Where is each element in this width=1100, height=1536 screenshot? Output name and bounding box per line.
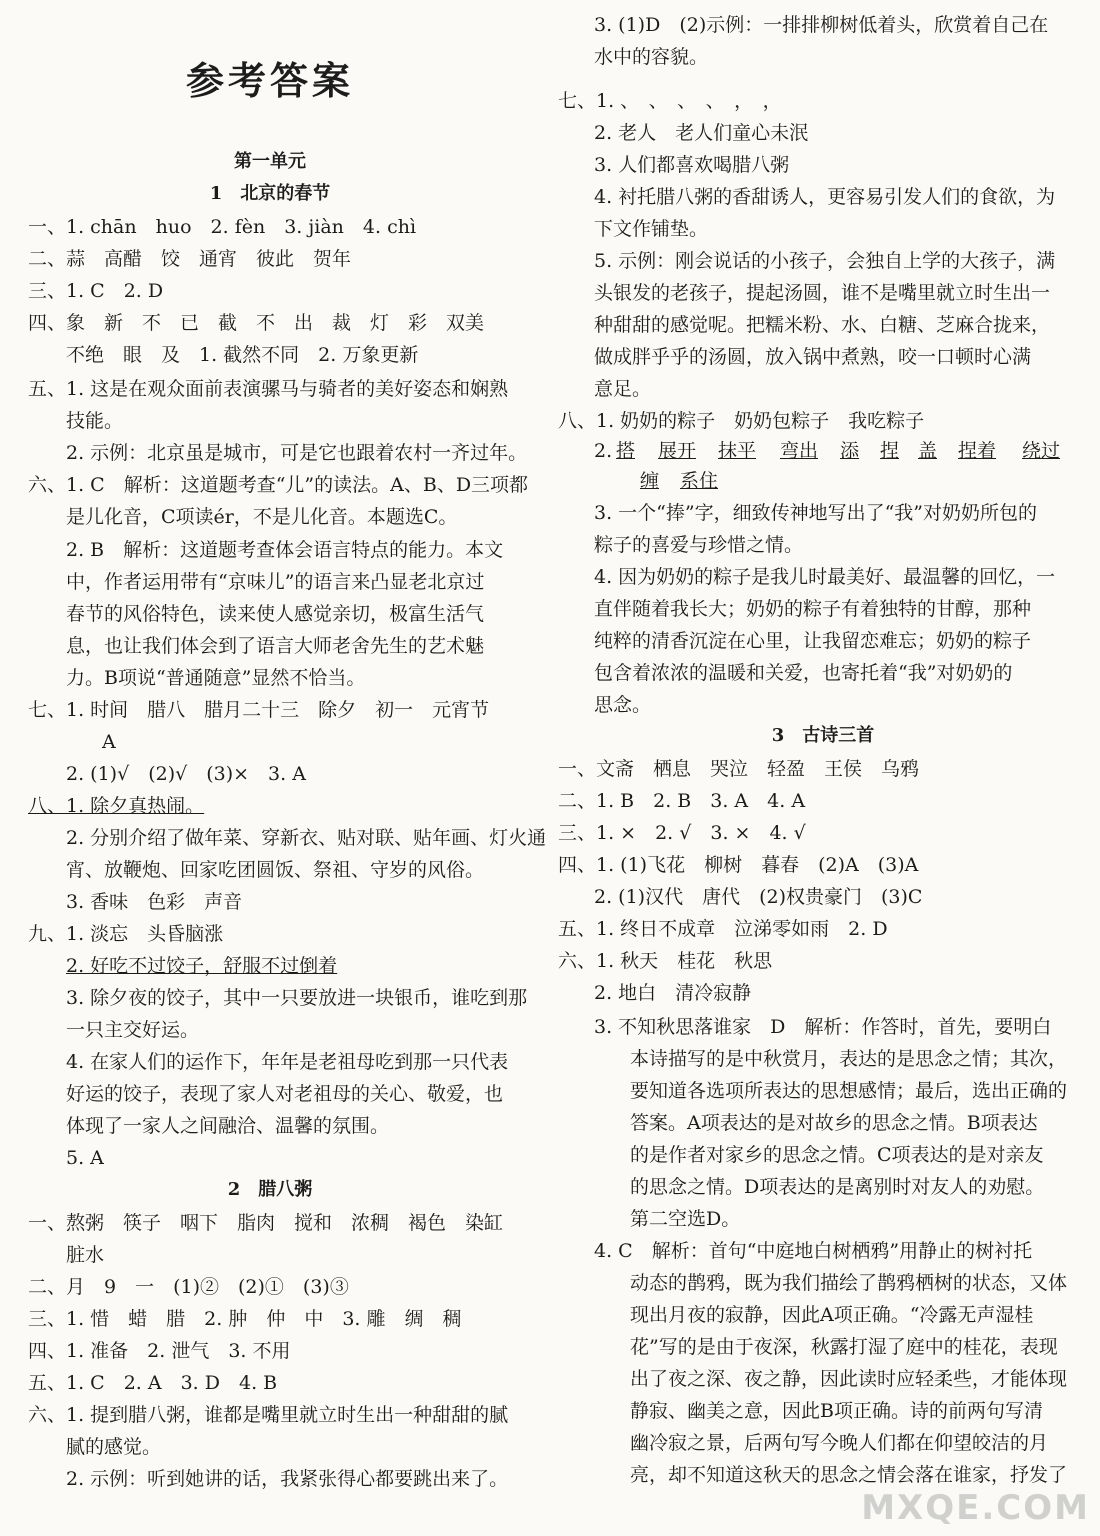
answer-line: 本诗描写的是中秋赏月，表达的是思念之情；其次， [630,1048,1068,1070]
answer-line: 八、1. 奶奶的粽子 奶奶包粽子 我吃粽子 [558,410,925,432]
answer-line: 2. B 解析：这道题考查体会语言特点的能力。本文 [66,539,504,561]
answer-line: 纯粹的清香沉淀在心里，让我留恋难忘；奶奶的粽子 [594,630,1032,652]
answer-line: 二、蒜 高醋 饺 通宵 彼此 贺年 [28,248,352,270]
underlined-verb: 绕过 [1022,440,1061,462]
answer-line: 3. 香味 色彩 声音 [66,891,243,913]
answer-line: 3. 一个“捧”字，细致传神地写出了“我”对奶奶所包的 [594,502,1038,524]
answer-line: 5. 示例：刚会说话的小孩子，会独自上学的大孩子，满 [594,250,1056,272]
answer-line: 4. 在家人们的运作下，年年是老祖母吃到那一只代表 [66,1051,509,1073]
answer-line: 二、1. B 2. B 3. A 4. A [558,790,806,812]
answer-line: 2. 地白 清冷寂静 [594,982,752,1004]
answer-line: 一、熬粥 筷子 咽下 脂肉 搅和 浓稠 褐色 染缸 [28,1212,504,1234]
underlined-verb: 系住 [680,470,719,492]
lesson-heading: 1 北京的春节 [209,183,331,204]
underlined-verb: 捏 [880,440,900,462]
underlined-verb: 盖 [918,440,938,462]
answer-line: 粽子的喜爱与珍惜之情。 [594,534,804,556]
answer-line: 2. 好吃不过饺子，舒服不过倒着 [66,955,338,977]
underlined-verb: 捏着 [958,440,997,462]
lesson-heading: 2 腊八粥 [227,1179,313,1200]
answer-line: 宵、放鞭炮、回家吃团圆饭、祭祖、守岁的风俗。 [66,859,485,881]
answer-line: 四、1. 准备 2. 泄气 3. 不用 [28,1340,291,1362]
answer-line: 七、1. 、 、 、 、 ， ， [558,90,782,112]
answer-line: 五、1. 终日不成章 泣涕零如雨 2. D [558,918,888,940]
answer-line: 力。B项说“普通随意”显然不恰当。 [66,667,366,689]
answer-line: 八、1. 除夕真热闹。 [28,795,205,817]
answer-line: 技能。 [66,410,124,432]
answer-line: 幽冷寂之景，后两句写今晚人们都在仰望皎洁的月 [630,1432,1049,1454]
answer-line: 水中的容貌。 [594,46,709,68]
answer-line: 2. 老人 老人们童心未泯 [594,122,809,144]
answer-line: 3. 人们都喜欢喝腊八粥 [594,154,790,176]
underlined-verb: 搭 [616,440,636,462]
answer-line: 一、文斋 栖息 哭泣 轻盈 王侯 乌鸦 [558,758,920,780]
answer-line: 六、1. 提到腊八粥，谁都是嘴里就立时生出一种甜甜的腻 [28,1404,509,1426]
answer-line: 第二空选D。 [630,1208,741,1230]
answer-line: 六、1. 秋天 桂花 秋思 [558,950,773,972]
answer-line: 静寂、幽美之意，因此B项正确。诗的前两句写清 [630,1400,1043,1422]
answer-line: 2. (1)√ (2)√ (3)× 3. A [66,763,306,785]
answer-line: 脏水 [66,1244,105,1266]
answer-line: 做成胖乎乎的汤圆，放入锅中煮熟，咬一口顿时心满 [594,346,1032,368]
answer-line: 三、1. 惜 蜡 腊 2. 肿 仲 中 3. 雕 绸 稠 [28,1308,462,1330]
answer-line: 息，也让我们体会到了语言大师老舍先生的艺术魅 [66,635,485,657]
answer-line: 3. (1)D (2)示例：一排排柳树低着头，欣赏着自己在 [594,14,1049,36]
underlined-verb: 弯出 [780,440,819,462]
answer-line: 花”写的是由于夜深，秋露打湿了庭中的桂花，表现 [630,1336,1058,1358]
answer-line: 下文作铺垫。 [594,218,709,240]
answer-line: 体现了一家人之间融洽、温馨的氛围。 [66,1115,390,1137]
answer-line: 四、1. (1)飞花 柳树 暮春 (2)A (3)A [558,854,919,876]
answer-line: 4. C 解析：首句“中庭地白树栖鸦”用静止的树衬托 [594,1240,1033,1262]
answer-line: 2. 分别介绍了做年菜、穿新衣、贴对联、贴年画、灯火通 [66,827,547,849]
lesson-heading: 3 古诗三首 [771,725,875,746]
answer-line: 二、月 9 一 (1)② (2)① (3)③ [28,1276,349,1298]
underlined-verb: 展开 [658,440,697,462]
answer-line: 种甜甜的感觉呢。把糯米粉、水、白糖、芝麻合拢来， [594,314,1051,336]
answer-line: 4. 因为奶奶的粽子是我儿时最美好、最温馨的回忆，一 [594,566,1056,588]
answer-line: 是儿化音，C项读ér，不是儿化音。本题选C。 [66,506,458,528]
underlined-verb: 缠 [640,470,660,492]
answer-line: 思念。 [594,694,652,716]
underlined-verb: 抹平 [718,440,757,462]
answer-line: 4. 衬托腊八粥的香甜诱人，更容易引发人们的食欲，为 [594,186,1056,208]
answer-line: 四、象 新 不 已 截 不 出 裁 灯 彩 双美 [28,312,485,334]
answer-line: 亮，却不知道这秋天的思念之情会落在谁家，抒发了 [630,1464,1068,1486]
answer-line: 九、1. 淡忘 头昏脑涨 [28,923,224,945]
answer-line: 的思念之情。D项表达的是离别时对友人的劝慰。 [630,1176,1045,1198]
answer-line: 直伴随着我长大；奶奶的粽子有着独特的甘醇，那种 [594,598,1032,620]
unit-heading: 第一单元 [234,151,306,172]
answer-line: 答案。A项表达的是对故乡的思念之情。B项表达 [630,1112,1038,1134]
answer-line: 春节的风俗特色，读来使人感觉亲切，极富生活气 [66,603,485,625]
answer-line: 七、1. 时间 腊八 腊月二十三 除夕 初一 元宵节 [28,699,490,721]
answer-line: A [102,731,116,753]
answer-line: 头银发的老孩子，提起汤圆，谁不是嘴里就立时生出一 [594,282,1051,304]
answer-line: 2. (1)汉代 唐代 (2)权贵豪门 (3)C [594,886,923,908]
answer-line: 三、1. × 2. √ 3. × 4. √ [558,822,806,844]
answer-line: 五、1. 这是在观众面前表演骡马与骑者的美好姿态和娴熟 [28,378,509,400]
answer-line: 5. A [66,1147,104,1169]
answer-line: 的是作者对家乡的思念之情。C项表达的是对亲友 [630,1144,1044,1166]
answer-line: 包含着浓浓的温暖和关爱，也寄托着“我”对奶奶的 [594,662,1013,684]
answer-line: 中，作者运用带有“京味儿”的语言来凸显老北京过 [66,571,485,593]
answer-line: 3. 除夕夜的饺子，其中一只要放进一块银币，谁吃到那 [66,987,528,1009]
answer-line: 腻的感觉。 [66,1436,162,1458]
answer-line: 六、1. C 解析：这道题考查“儿”的读法。A、B、D三项都 [28,474,529,496]
answer-line: 出了夜之深、夜之静，因此读时应轻柔些，才能体现 [630,1368,1068,1390]
answer-line: 2. [594,440,613,462]
answer-line: 好运的饺子，表现了家人对老祖母的关心、敬爱，也 [66,1083,504,1105]
answer-line: 动态的鹊鸦，既为我们描绘了鹊鸦栖树的状态，又体 [630,1272,1068,1294]
answer-line: 要知道各选项所表达的思想感情；最后，选出正确的 [630,1080,1068,1102]
page-title: 参考答案 [185,58,354,103]
answer-line: 现出月夜的寂静，因此A项正确。“冷露无声湿桂 [630,1304,1034,1326]
answer-line: 意足。 [594,378,652,400]
answer-line: 2. 示例：听到她讲的话，我紧张得心都要跳出来了。 [66,1468,509,1490]
answer-line: 一只主交好运。 [66,1019,200,1041]
answer-line: 3. 不知秋思落谁家 D 解析：作答时，首先，要明白 [594,1016,1052,1038]
answer-line: 不绝 眼 及 1. 截然不同 2. 万象更新 [66,344,419,366]
answer-line: 一、1. chān huo 2. fèn 3. jiàn 4. chì [28,216,417,238]
underlined-verb: 添 [840,440,860,462]
answer-line: 2. 示例：北京虽是城市，可是它也跟着农村一齐过年。 [66,442,528,464]
answer-line: 三、1. C 2. D [28,280,164,302]
answer-line: 五、1. C 2. A 3. D 4. B [28,1372,278,1394]
watermark: MXQE.COM [861,1488,1090,1528]
